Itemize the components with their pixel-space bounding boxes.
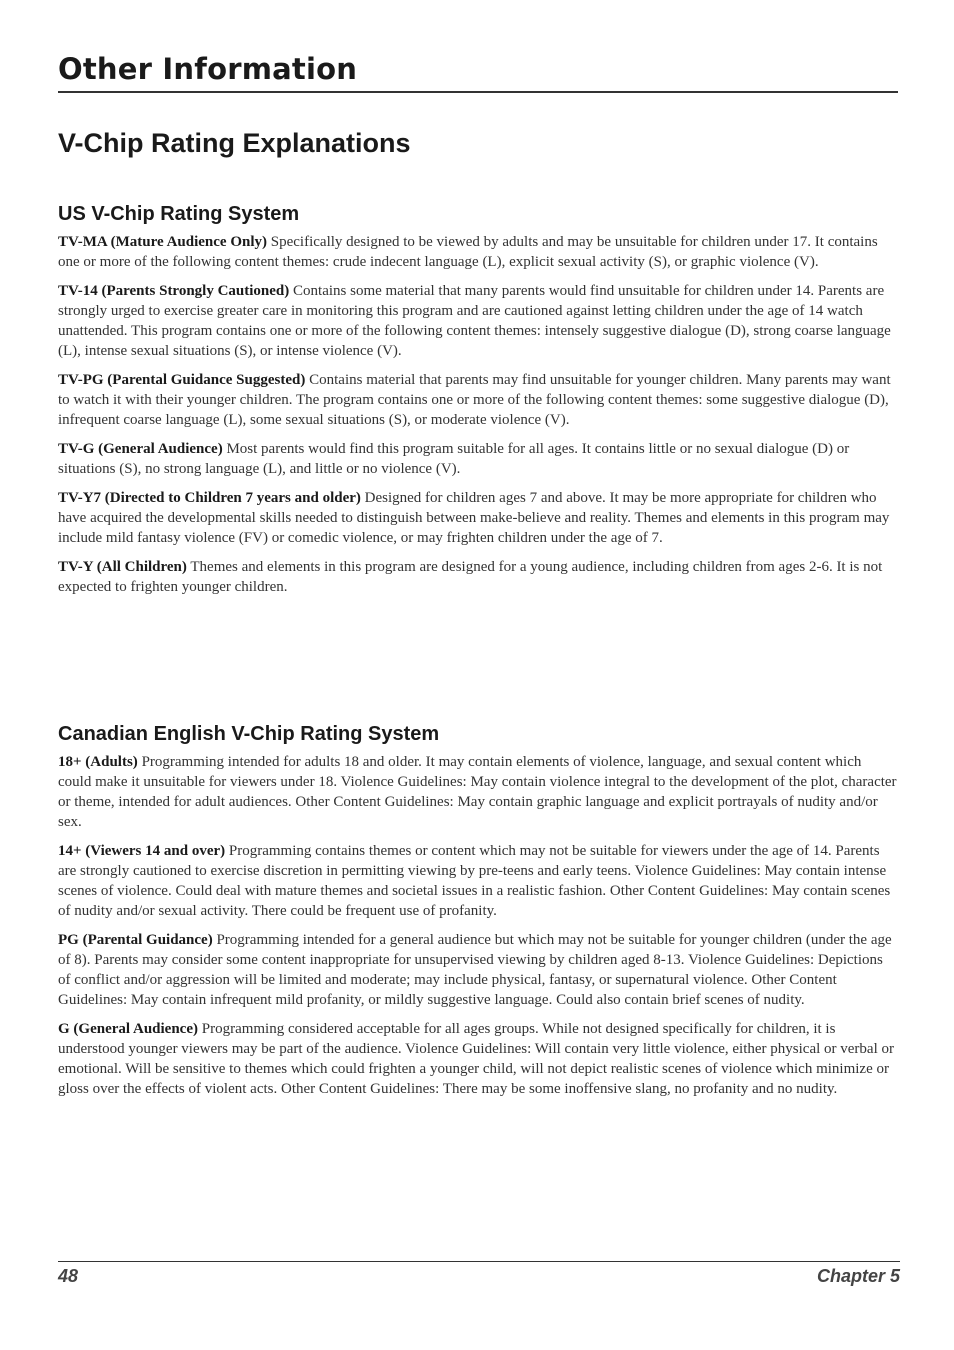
rating-entry	[58, 1019, 898, 1099]
rating-description: Designed for children ages 7 and above. It may be more appropriate for children who have acquired the developmental skills needed to distinguish between make-believe and reality. Themes and elements in this program may include mild fantasy violence (FV) or comedic violence, or may frighten children under the age of 7.	[58, 490, 890, 546]
rating-term: PG (Parental Guidance)	[58, 932, 213, 948]
rating-term: TV-G (General Audience)	[58, 441, 223, 457]
rating-entry	[58, 557, 898, 597]
rating-term: G (General Audience)	[58, 1021, 198, 1037]
rating-description: Programming contains themes or content which may not be suitable for viewers under the age of 14. Parents are strongly cautioned to exercise discretion in permitting viewing by pre-teens and early teens. Violence Guidelines: May contain intense scenes of violence. Could deal with mature themes and societal issues in a realistic fashion. Other Content Guidelines: May contain scenes of nudity and/or sexual activity. There could be frequent use of profanity.	[58, 843, 891, 919]
rating-entry	[58, 439, 898, 479]
rating-description: Programming intended for adults 18 and older. It may contain elements of violence, language, and sexual content which could make it unsuitable for viewers under 18. Violence Guidelines: May contain violence integral to the development of the plot, character or theme, intended for adult audiences. Other Content Guidelines: May contain graphic language and explicit portrayals of nudity and/or sex.	[58, 754, 897, 830]
us-section-heading: US V-Chip Rating System	[58, 203, 300, 225]
rating-description: Contains material that parents may find unsuitable for younger children. Many parents may want to watch it with their younger children. The program contains one or more of the following content themes: some suggestive dialogue (D), infrequent coarse language (L), some sexual situations (S), or moderate violence (V).	[58, 372, 891, 428]
rating-term: 18+ (Adults)	[58, 754, 138, 770]
rating-description: Programming considered acceptable for all ages groups. While not designed specifically for children, it is understood younger viewers may be part of the audience. Violence Guidelines: Will contain very little violence, either physical or verbal or emotional. Will be sensitive to themes which could frighten a younger child, will not depict realistic scenes of violence which minimize or gloss over the effects of violent acts. Other Content Guidelines: There may be some inoffensive slang, no profanity and no nudity.	[58, 1021, 895, 1097]
rating-entry	[58, 370, 898, 430]
rating-term: TV-Y7 (Directed to Children 7 years and older)	[58, 490, 361, 506]
rating-entry	[58, 752, 898, 832]
header-divider	[58, 91, 898, 93]
rating-entry	[58, 930, 898, 1010]
rating-entry	[58, 841, 898, 921]
canadian-rating-section	[58, 723, 898, 1108]
rating-term: TV-PG (Parental Guidance Suggested)	[58, 372, 306, 388]
page-title: V-Chip Rating Explanations	[58, 128, 411, 158]
rating-description: Specifically designed to be viewed by adults and may be unsuitable for children under 17. It contains one or more of the following content themes: crude indecent language (L), explicit sexual activity (S), or graphic violence (V).	[58, 234, 878, 270]
rating-description: Most parents would find this program suitable for all ages. It contains little or no sexual dialogue (D) or situations (S), no strong language (L), and little or no violence (V).	[58, 441, 850, 477]
rating-entry	[58, 232, 898, 272]
chapter-label: Chapter 5	[816, 1266, 900, 1286]
footer-divider	[58, 1261, 900, 1262]
rating-entry	[58, 488, 898, 548]
rating-description: Contains some material that many parents would find unsuitable for children under 14. Parents are strongly urged to exercise greater care in monitoring this program and are cautioned against letting children under the age of 14 watch unattended. This program contains one or more of the following content themes: intensely suggestive dialogue (D), strong coarse language (L), intense sexual situations (S), or intense violence (V).	[58, 283, 891, 359]
rating-term: TV-MA (Mature Audience Only)	[58, 234, 268, 250]
rating-description: Themes and elements in this program are designed for a young audience, including children from ages 2-6. It is not expected to frighten younger children.	[58, 559, 883, 595]
page-number: 48	[58, 1266, 79, 1286]
rating-term: 14+ (Viewers 14 and over)	[58, 843, 226, 859]
rating-description: Programming intended for a general audience but which may not be suitable for younger children (under the age of 8). Parents may consider some content inappropriate for unsupervised viewing by children aged 8-13. Violence Guidelines: Depictions of conflict and/or aggression will be limited and moderate; may include physical, fantasy, or supernatural violence. Other Content Guidelines: May contain infrequent mild profanity, or mildly suggestive language. Could also contain brief scenes of nudity.	[58, 932, 892, 1008]
header-title: Other Information	[58, 52, 358, 86]
canadian-section-heading: Canadian English V-Chip Rating System	[58, 723, 440, 745]
rating-term: TV-Y (All Children)	[58, 559, 187, 575]
rating-term: TV-14 (Parents Strongly Cautioned)	[58, 283, 290, 299]
us-rating-section	[58, 203, 898, 606]
rating-entry	[58, 281, 898, 361]
